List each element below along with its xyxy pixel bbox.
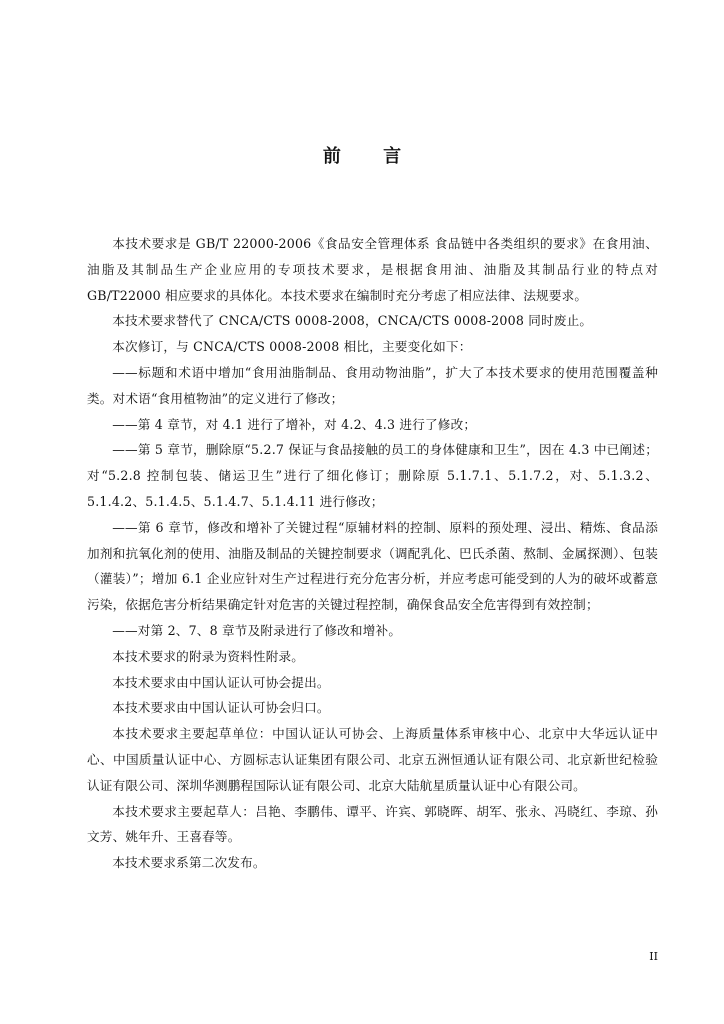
paragraph-change-chapter-5: ——第 5 章节，删除原“5.2.7 保证与食品接触的员工的身体健康和卫生”，因在 4.3 中已阐述；对“5.2.8 控制包装、储运卫生”进行了细化修订；删除原 5.1.7.1、5.1.7.2，对、5.1.3.2、5.1.4.2、5.1.4.5、5.1.4.7、5.1.4.11 进行修改； xyxy=(87,442,658,509)
paragraph-replacement: 本技术要求替代了 CNCA/CTS 0008-2008，CNCA/CTS 0008-2008 同时废止。 xyxy=(112,313,593,329)
paragraph-issue-note: 本技术要求系第二次发布。 xyxy=(112,855,266,871)
paragraph-change-title-terms: ——标题和术语中增加“食用油脂制品、食用动物油脂”，扩大了本技术要求的使用范围覆盖种类。对术语“食用植物油”的定义进行了修改； xyxy=(87,364,658,406)
body-text xyxy=(87,231,658,876)
paragraph-proposed-by: 本技术要求由中国认证认可协会提出。 xyxy=(112,674,330,690)
paragraph-drafters: 本技术要求主要起草人：吕艳、李鹏伟、谭平、许宾、郭晓晖、胡军、张永、冯晓红、李琼、孙文芳、姚年升、王喜春等。 xyxy=(87,803,658,845)
paragraph-drafting-units: 本技术要求主要起草单位：中国认证认可协会、上海质量体系审核中心、北京中大华远认证中心、中国质量认证中心、方圆标志认证集团有限公司、北京五洲恒通认证有限公司、北京新世纪检验认证有限公司、深圳华测鹏程国际认证有限公司、北京大陆航星质量认证中心有限公司。 xyxy=(87,726,658,793)
paragraph-change-chapter-4: ——第 4 章节，对 4.1 进行了增补，对 4.2、4.3 进行了修改； xyxy=(112,416,477,432)
page-title: 前 言 xyxy=(322,146,420,167)
paragraph-managed-by: 本技术要求由中国认证认可协会归口。 xyxy=(112,700,330,716)
paragraph-change-other-chapters: ——对第 2、7、8 章节及附录进行了修改和增补。 xyxy=(112,622,402,638)
paragraph-appendix: 本技术要求的附录为资料性附录。 xyxy=(112,648,305,664)
page-number: II xyxy=(649,950,658,963)
paragraph-change-chapter-6: ——第 6 章节，修改和增补了关键过程“原辅材料的控制、原料的预处理、浸出、精炼、食品添加剂和抗氧化剂的使用、油脂及制品的关键控制要求（调配乳化、巴氏杀菌、熬制、金属探测）、包装（灌装）”；增加 6.1 企业应针对生产过程进行充分危害分析，并应考虑可能受到的人为的破坏或蓄意污染，依据危害分析结果确定针对危害的关键过程控制，确保食品安全危害得到有效控制； xyxy=(87,519,658,613)
paragraph-revision-intro: 本次修订，与 CNCA/CTS 0008-2008 相比，主要变化如下： xyxy=(112,339,472,355)
paragraph-scope: 本技术要求是 GB/T 22000-2006《食品安全管理体系 食品链中各类组织的要求》在食用油、油脂及其制品生产企业应用的专项技术要求，是根据食用油、油脂及其制品行业的特点对 GB/T22000 相应要求的具体化。本技术要求在编制时充分考虑了相应法律、法规要求。 xyxy=(87,236,658,303)
